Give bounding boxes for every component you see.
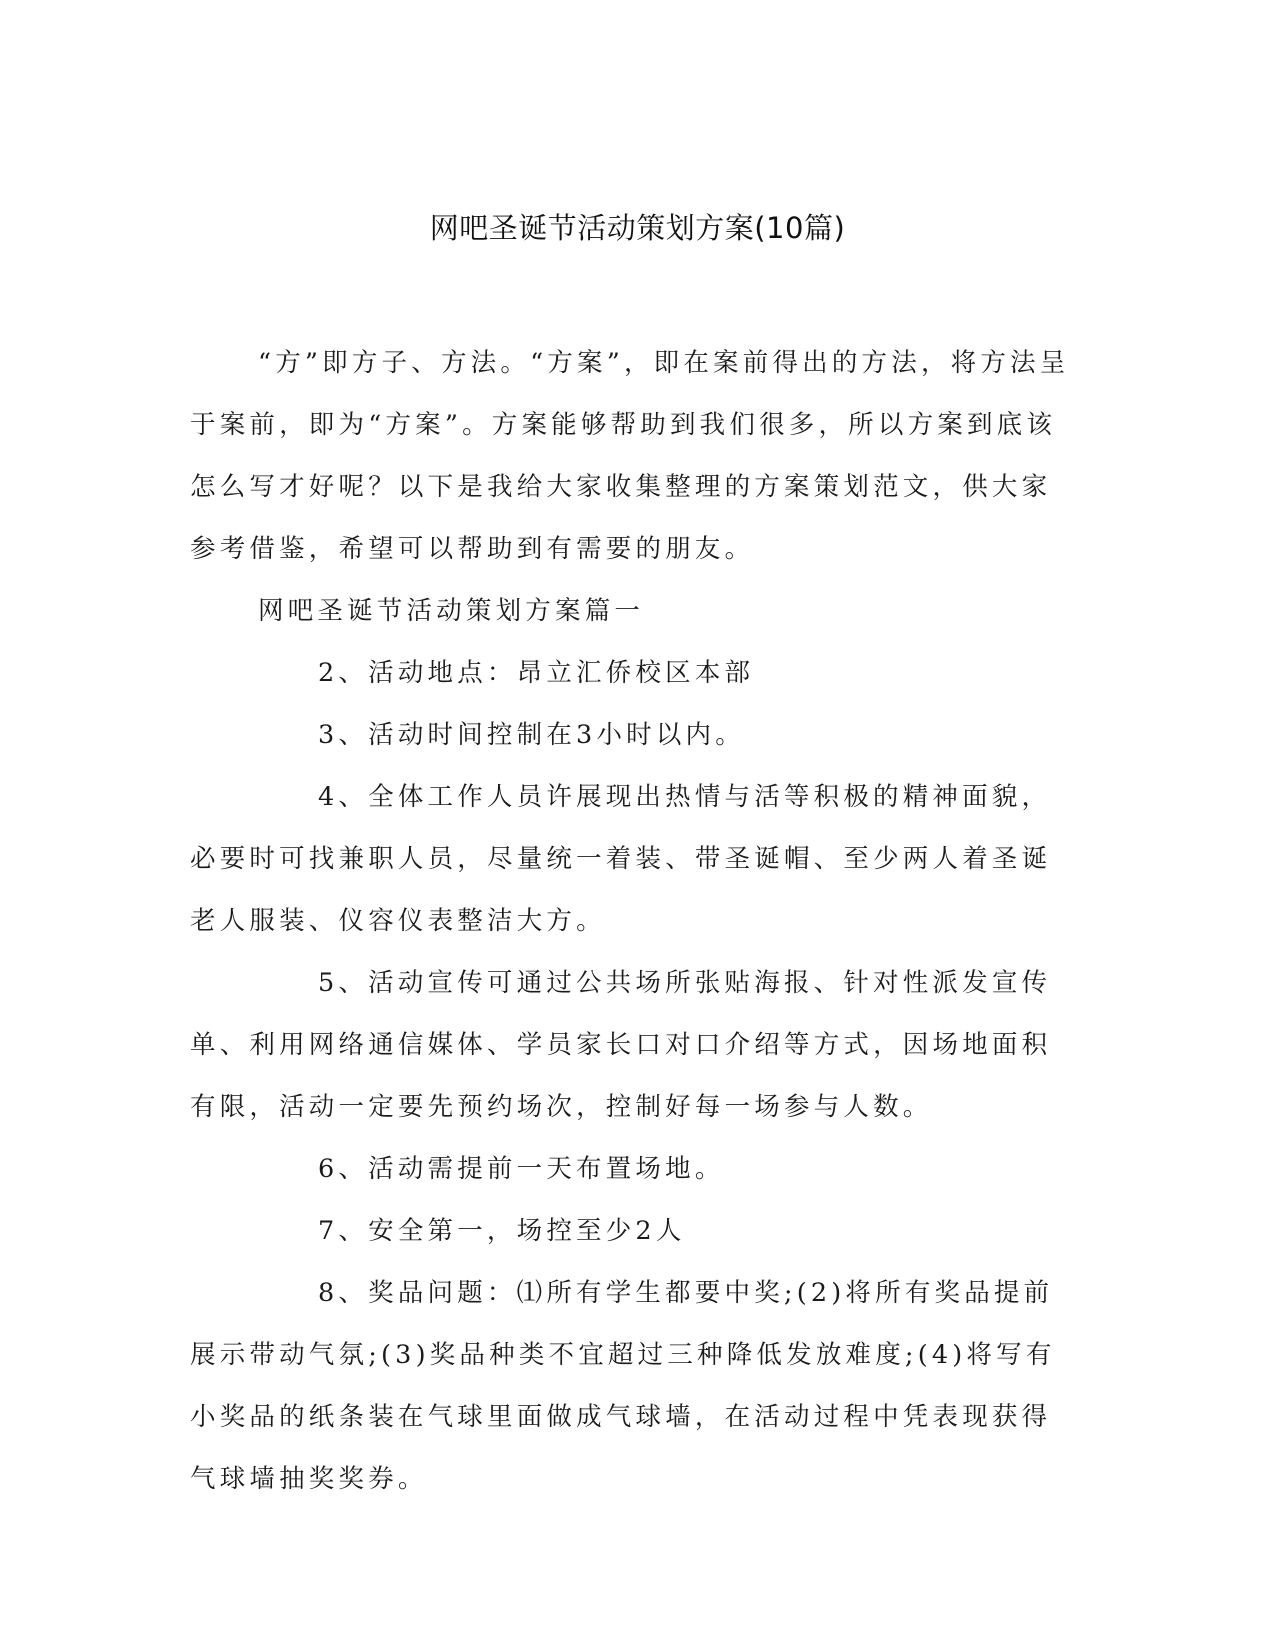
document-body bbox=[190, 332, 1080, 1510]
list-item-2: 2、活动地点：昂立汇侨校区本部 bbox=[318, 658, 755, 688]
list-item-3: 3、活动时间控制在3小时以内。 bbox=[318, 720, 745, 750]
section-heading: 网吧圣诞节活动策划方案篇一 bbox=[258, 596, 645, 626]
intro-paragraph: “方”即方子、方法。“方案”，即在案前得出的方法，将方法呈于案前，即为“方案”。方案能够帮助到我们很多，所以方案到底该怎么写才好呢？以下是我给大家收集整理的方案策划范文，供大家参考借鉴，希望可以帮助到有需要的朋友。 bbox=[190, 348, 1070, 564]
document-title: 网吧圣诞节活动策划方案(10篇) bbox=[429, 211, 846, 245]
list-item-7: 7、安全第一，场控至少2人 bbox=[318, 1216, 686, 1246]
list-item-8: 8、奖品问题：⑴所有学生都要中奖;(2)将所有奖品提前展示带动气氛;(3)奖品种类不宜超过三种降低发放难度;(4)将写有小奖品的纸条装在气球里面做成气球墙，在活动过程中凭表现获得气球墙抽奖奖券。 bbox=[190, 1278, 1056, 1494]
list-item-4: 4、全体工作人员许展现出热情与活等积极的精神面貌，必要时可找兼职人员，尽量统一着装、带圣诞帽、至少两人着圣诞老人服装、仪容仪表整洁大方。 bbox=[190, 782, 1052, 936]
list-item-5: 5、活动宣传可通过公共场所张贴海报、针对性派发宣传单、利用网络通信媒体、学员家长口对口介绍等方式，因场地面积有限，活动一定要先预约场次，控制好每一场参与人数。 bbox=[190, 968, 1052, 1122]
list-item-6: 6、活动需提前一天布置场地。 bbox=[318, 1154, 725, 1184]
